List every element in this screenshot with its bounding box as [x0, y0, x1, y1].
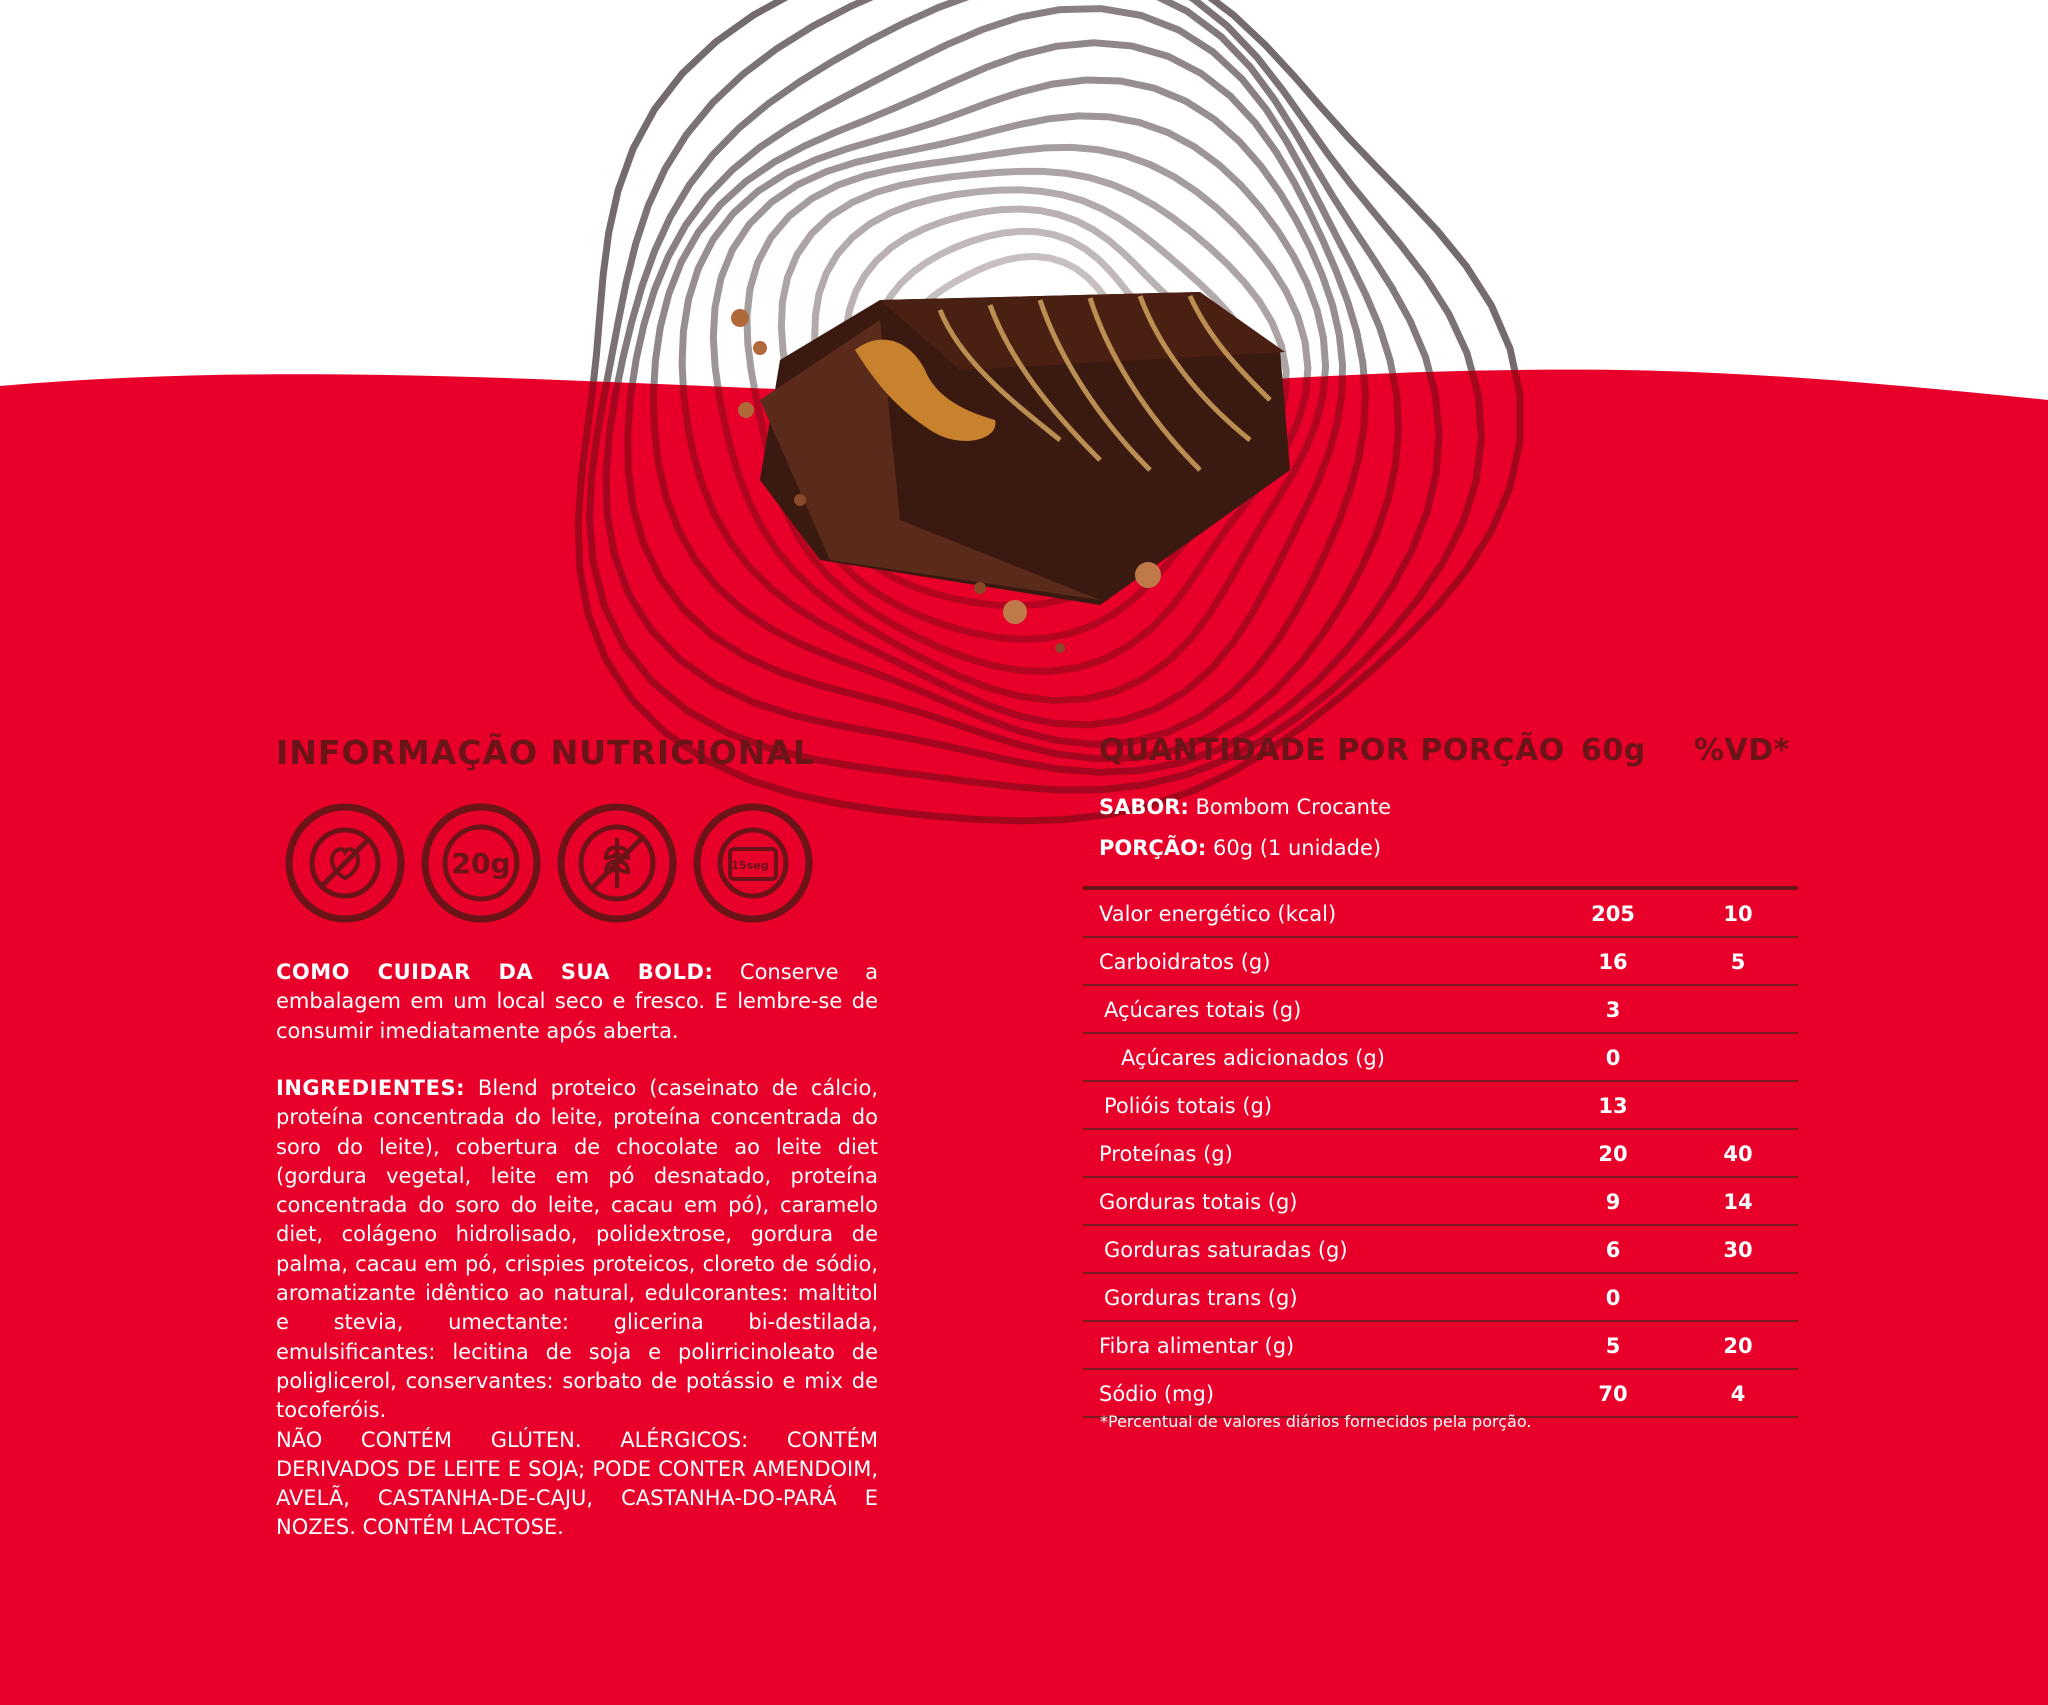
- nutrient-amount: 0: [1605, 1046, 1621, 1070]
- flavor-value: Bombom Crocante: [1195, 795, 1392, 819]
- nutrient-name: Proteínas (g): [1099, 1142, 1233, 1166]
- table-row: [1083, 1082, 1798, 1130]
- nutrient-amount: 20: [1598, 1142, 1628, 1166]
- care-label: COMO CUIDAR DA SUA BOLD:: [276, 960, 714, 984]
- table-row: [1083, 1034, 1798, 1082]
- nutrient-name: Gorduras trans (g): [1104, 1286, 1298, 1310]
- nutrition-info-title: INFORMAÇÃO NUTRICIONAL: [276, 733, 815, 772]
- nutrient-name: Sódio (mg): [1099, 1382, 1215, 1406]
- protein-badge-text: 20g: [451, 847, 511, 880]
- table-row: [1083, 938, 1798, 986]
- nutrient-amount: 6: [1605, 1238, 1621, 1262]
- nutrient-amount: 205: [1591, 902, 1635, 926]
- nutrient-amount: 16: [1598, 950, 1628, 974]
- nutrient-vd: 5: [1730, 950, 1746, 974]
- table-row: [1083, 1370, 1798, 1418]
- nutrient-name: Polióis totais (g): [1104, 1094, 1273, 1118]
- nutrient-vd: 40: [1723, 1142, 1753, 1166]
- nutrition-table: [1083, 886, 1798, 1418]
- table-row: [1083, 1322, 1798, 1370]
- care-text: Conserve a embalagem em um local seco e fresco. E lembre-se de consumir imediatamente após aberta.: [276, 960, 878, 1043]
- protein-icon: [420, 802, 542, 924]
- no-sugar-icon: [284, 802, 406, 924]
- nutrient-amount: 9: [1605, 1190, 1621, 1214]
- nutrient-vd: 10: [1723, 902, 1753, 926]
- gluten-free-icon: [556, 802, 678, 924]
- nutrient-name: Fibra alimentar (g): [1099, 1334, 1295, 1358]
- table-row: [1083, 1226, 1798, 1274]
- microwave-badge-text: 15seg: [731, 859, 769, 872]
- nutrient-vd: 14: [1723, 1190, 1753, 1214]
- nutrient-amount: 3: [1605, 998, 1621, 1022]
- column-header-vd: %VD*: [1694, 733, 1790, 768]
- portion-line: [1099, 836, 1381, 860]
- flavor-line: [1099, 795, 1391, 819]
- column-header-60g: 60g: [1581, 733, 1646, 768]
- table-row: [1083, 986, 1798, 1034]
- nutrient-amount: 70: [1598, 1382, 1628, 1406]
- nutrient-name: Valor energético (kcal): [1099, 902, 1337, 926]
- table-row: [1083, 1178, 1798, 1226]
- ingredients-label: INGREDIENTES:: [276, 1076, 465, 1100]
- quantity-per-portion-heading: QUANTIDADE POR PORÇÃO: [1099, 733, 1565, 768]
- nutrient-name: Açúcares totais (g): [1104, 998, 1302, 1022]
- nutrient-name: Carboidratos (g): [1099, 950, 1271, 974]
- table-row: [1083, 1130, 1798, 1178]
- care-instructions: [276, 958, 878, 1046]
- flavor-label: SABOR:: [1099, 795, 1189, 819]
- nutrient-amount: 0: [1605, 1286, 1621, 1310]
- nutrient-name: Açúcares adicionados (g): [1121, 1046, 1385, 1070]
- nutrient-vd: 4: [1730, 1382, 1746, 1406]
- microwave-icon: [692, 802, 814, 924]
- allergen-text: NÃO CONTÉM GLÚTEN. ALÉRGICOS: CONTÉM DERIVADOS DE LEITE E SOJA; PODE CONTER AMENDOIM, AVELÃ, CASTANHA-DE-CAJU, CASTANHA-DO-PARÁ E NOZES. CONTÉM LACTOSE.: [276, 1427, 878, 1540]
- feature-badges: [276, 802, 816, 926]
- table-row: [1083, 1274, 1798, 1322]
- table-row: [1083, 890, 1798, 938]
- nutrient-vd: 20: [1723, 1334, 1753, 1358]
- nutrient-amount: 13: [1598, 1094, 1628, 1118]
- nutrient-name: Gorduras totais (g): [1099, 1190, 1298, 1214]
- nutrient-name: Gorduras saturadas (g): [1104, 1238, 1348, 1262]
- nutrient-vd: 30: [1723, 1238, 1753, 1262]
- portion-label: PORÇÃO:: [1099, 836, 1207, 860]
- ingredients-section: [276, 1074, 878, 1543]
- ingredients-text: Blend proteico (caseinato de cálcio, proteína concentrada do leite, proteína concentrada do soro do leite), cobertura de chocolate ao leite diet (gordura vegetal, leite em pó desnatado, proteína concentrada do soro do leite, cacau em pó), caramelo diet, colágeno hidrolisado, polidextrose, gordura de palma, cacau em pó, crispies proteicos, cloreto de sódio, aromatizante idêntico ao natural, edulcorantes: maltitol e stevia, umectante: glicerina bi-destilada, emulsificantes: lecitina de soja e polirricinoleato de poliglicerol, conservantes: sorbato de potássio e mix de tocoferóis.: [276, 1076, 878, 1423]
- vd-footnote: *Percentual de valores diários fornecidos pela porção.: [1100, 1412, 1532, 1431]
- nutrient-amount: 5: [1605, 1334, 1621, 1358]
- portion-value: 60g (1 unidade): [1213, 836, 1382, 860]
